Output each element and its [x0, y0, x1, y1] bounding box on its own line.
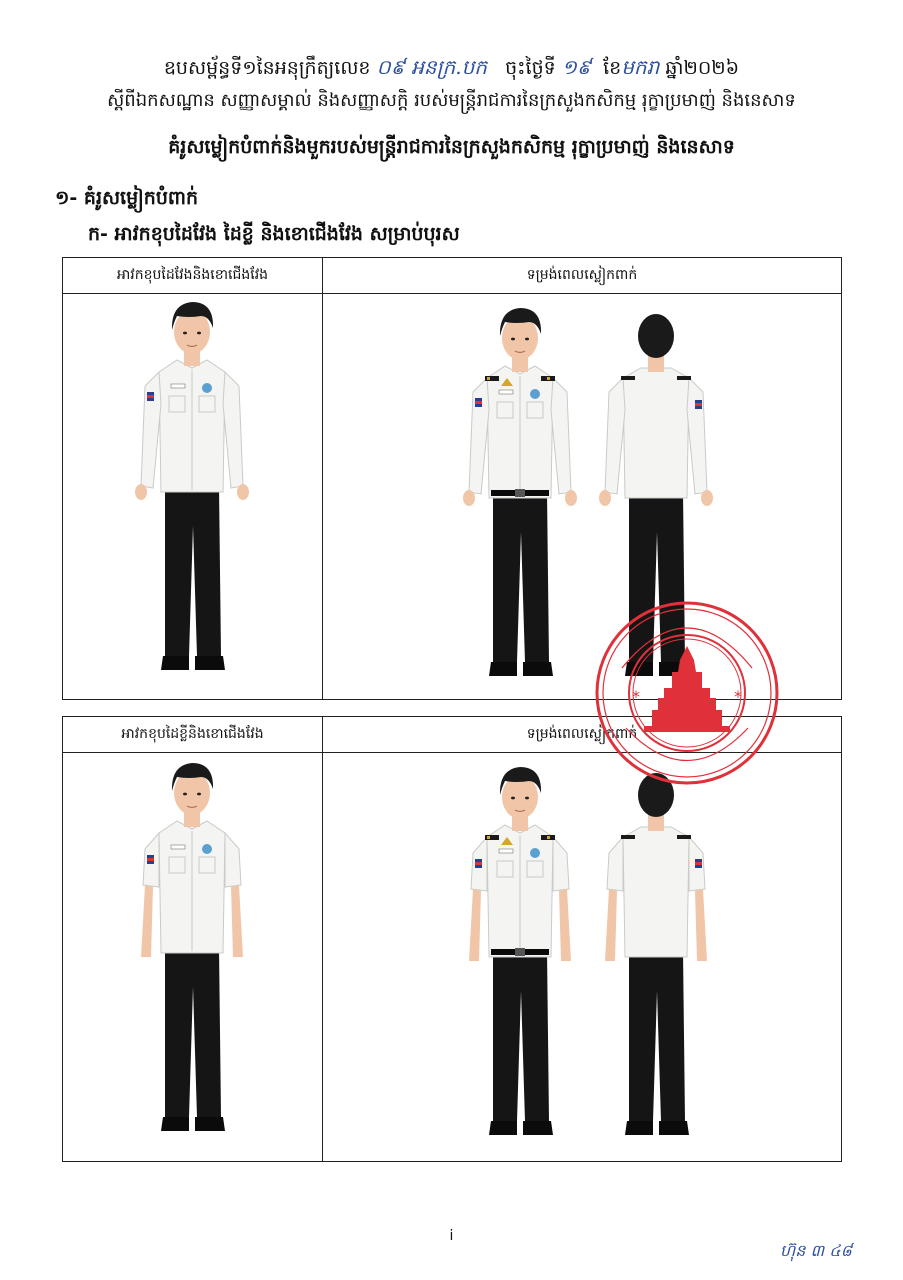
header-annex-ref: ឧបសម្ព័ន្ធទី១នៃអនុក្រឹត្យលេខ [163, 57, 371, 79]
svg-text:*: * [632, 687, 640, 706]
table-header-wearing: ទម្រង់ពេលស្លៀកពាក់ [526, 726, 638, 742]
subsection-heading: ក- អាវកខុបដៃវែង ដៃខ្លី និងខោជើងវែង សម្រាប់បុរស [88, 223, 460, 245]
page-number: i [449, 1228, 454, 1244]
header-year: ឆ្នាំ២០២៦ [665, 57, 740, 79]
header-line-2: ស្ដីពីឯកសណ្ឋាន សញ្ញាសម្គាល់ និងសញ្ញាសក្តិ របស់មន្ត្រីរាជការនៃក្រសួងកសិកម្ម រុក្ខាប្រមាញ់ និងនេសាទ [107, 90, 796, 111]
header-date-label: ចុះថ្ងៃទី [505, 57, 556, 79]
table-header-garment: អាវកខុបដៃខ្លីនិងខោជើងវែង [121, 726, 264, 742]
document-title: គំរូសម្លៀកបំពាក់និងមួករបស់មន្ត្រីរាជការនៃក្រសួងកសិកម្ម រុក្ខាប្រមាញ់ និងនេសាទ [168, 136, 735, 158]
figure-short-sleeve-front-plain [127, 757, 257, 1147]
header-month-label: ខែ [603, 57, 622, 79]
decree-number: ០៩ អនក្រ.បក [376, 55, 487, 79]
figure-long-sleeve-front-insignia [455, 302, 585, 692]
handwritten-initials: ហ៊ុន ៣ ៤៨ [780, 1241, 852, 1260]
figure-long-sleeve-front-plain [127, 296, 257, 686]
decree-month: មករា [621, 55, 660, 79]
table-header-wearing: ទម្រង់ពេលស្លៀកពាក់ [526, 267, 638, 283]
official-seal [592, 598, 782, 788]
svg-text:*: * [734, 687, 742, 706]
header-line-1 [0, 54, 903, 84]
table-header-garment: អាវកខុបដៃវែងនិងខោជើងវែង [116, 267, 269, 283]
figure-short-sleeve-front-insignia [455, 761, 585, 1151]
figure-short-sleeve-back [591, 761, 721, 1151]
decree-day: ១៩ [561, 55, 592, 79]
table-body [63, 753, 841, 1161]
section-heading: ១- គំរូសម្លៀកបំពាក់ [55, 187, 199, 209]
